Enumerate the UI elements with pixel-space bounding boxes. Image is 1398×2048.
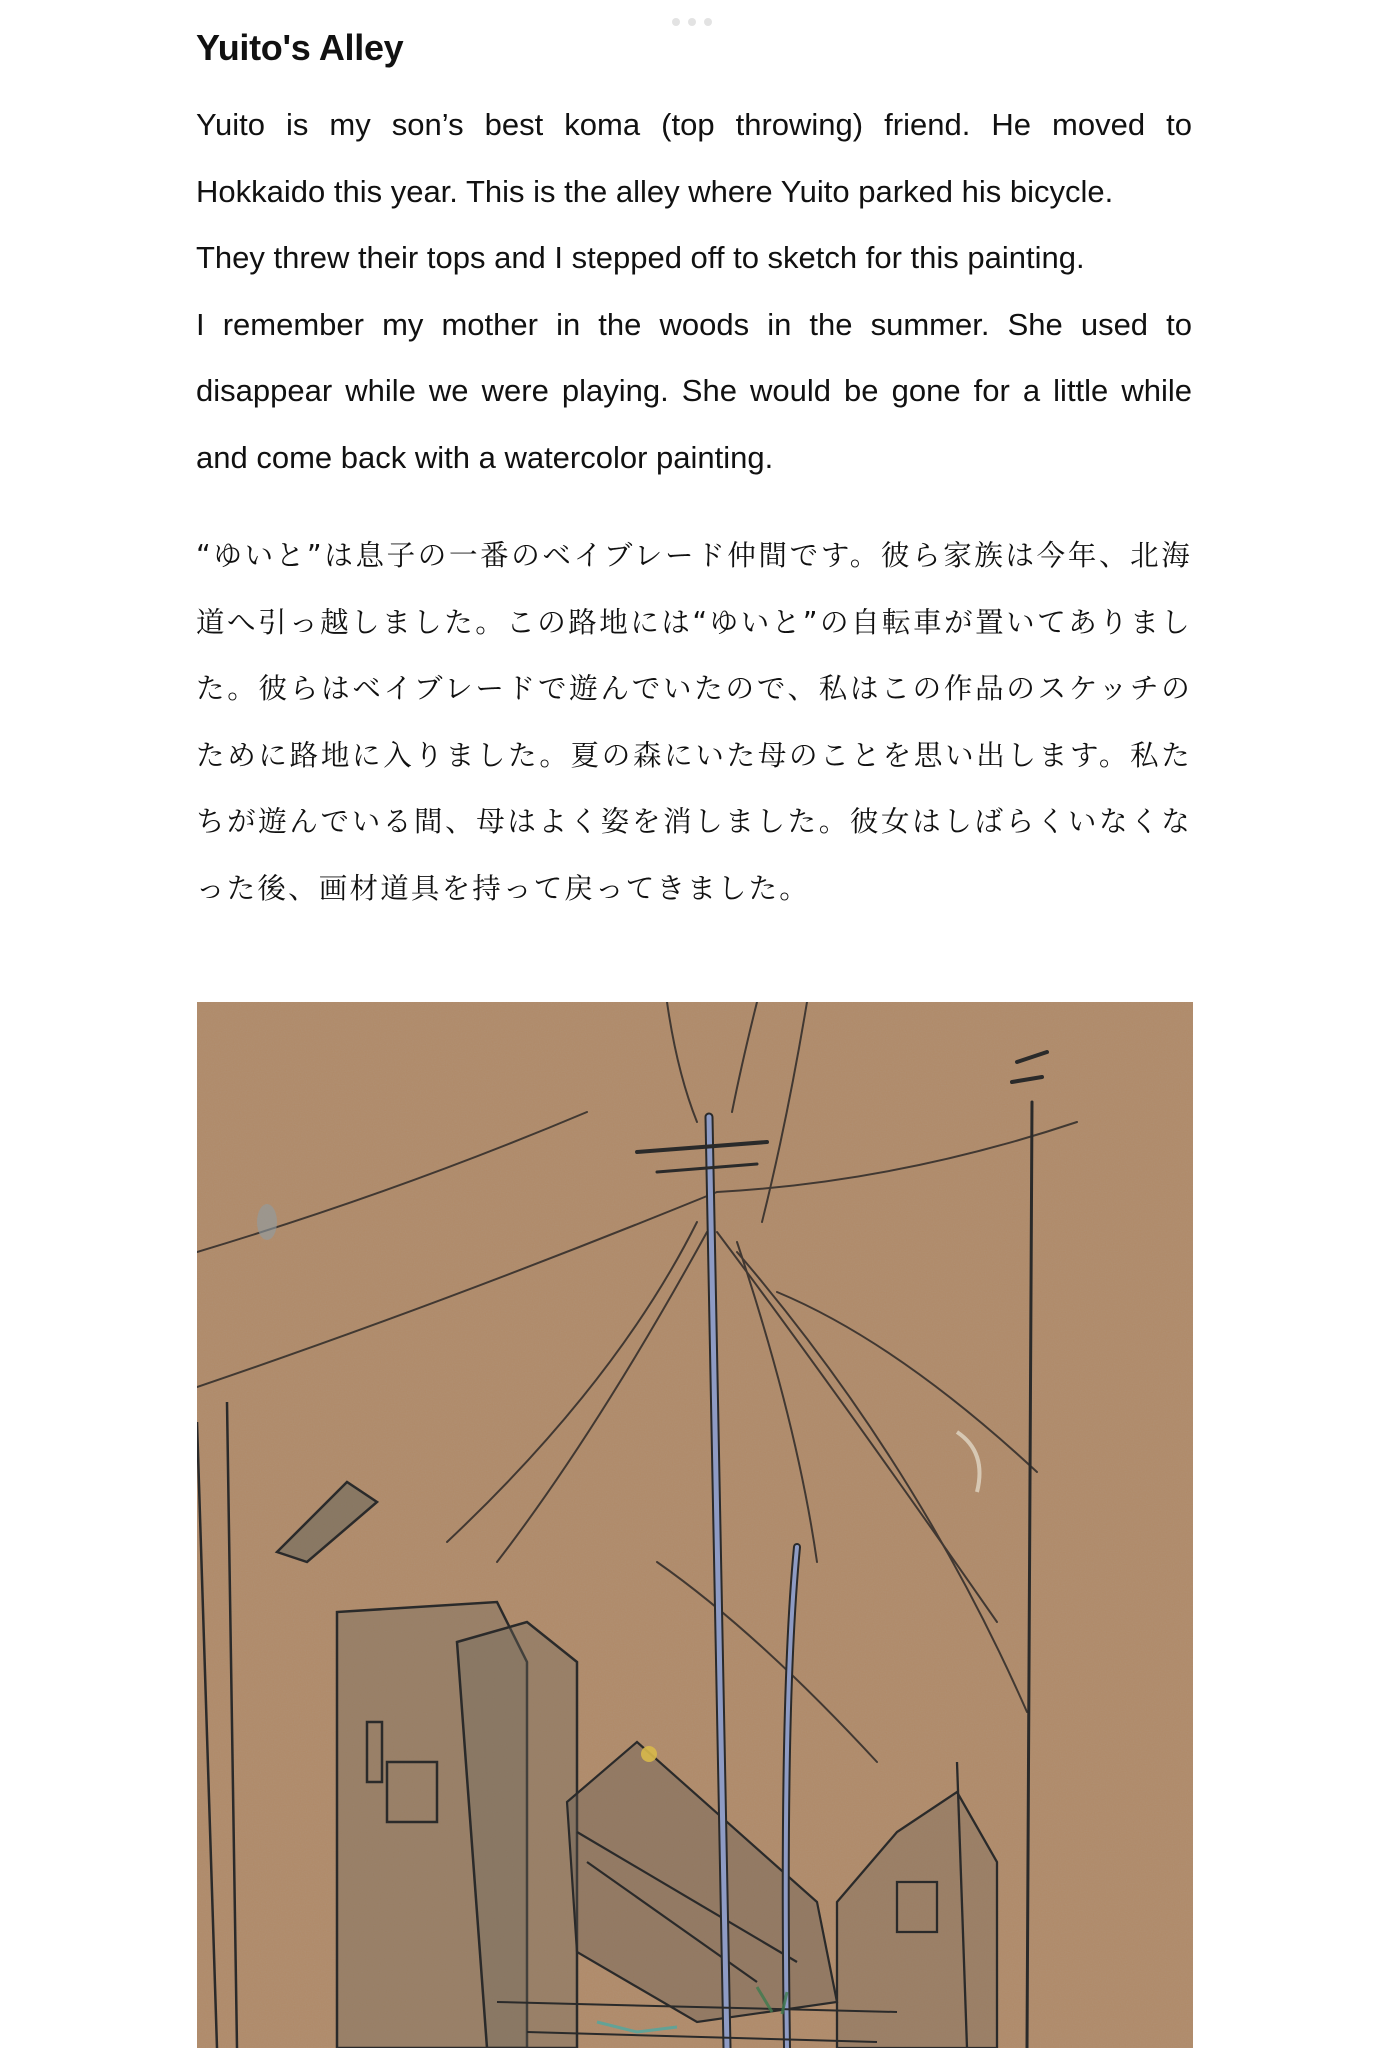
- english-paragraph: Yuito is my son’s best koma (top throwing) friend. He moved to Hokkaido this year. This is the alley where Yuito parked his bicycle.: [196, 107, 1192, 209]
- artwork-image: [197, 1002, 1193, 2048]
- article-title: Yuito's Alley: [196, 27, 404, 68]
- japanese-text: [196, 523, 1192, 922]
- english-paragraph: They threw their tops and I stepped off to sketch for this painting.: [196, 240, 1085, 275]
- article: [196, 0, 1192, 922]
- english-text: [196, 92, 1192, 491]
- japanese-paragraph: “ゆいと”は息子の一番のベイブレード仲間です。彼ら家族は今年、北海道へ引っ越しました。この路地には“ゆいと”の自転車が置いてありました。彼らはベイブレードで遊んでいたので、私はこの作品のスケッチのために路地に入りました。夏の森にいた母のことを思い出します。私たちが遊んでいる間、母はよく姿を消しました。彼女はしばらくいなくなった後、画材道具を持って戻ってきました。: [196, 539, 1192, 905]
- english-paragraph: I remember my mother in the woods in the summer. She used to disappear while we were playing. She would be gone for a little while and come back with a watercolor painting.: [196, 306, 1192, 475]
- alley-sketch-painting: [197, 1002, 1193, 2048]
